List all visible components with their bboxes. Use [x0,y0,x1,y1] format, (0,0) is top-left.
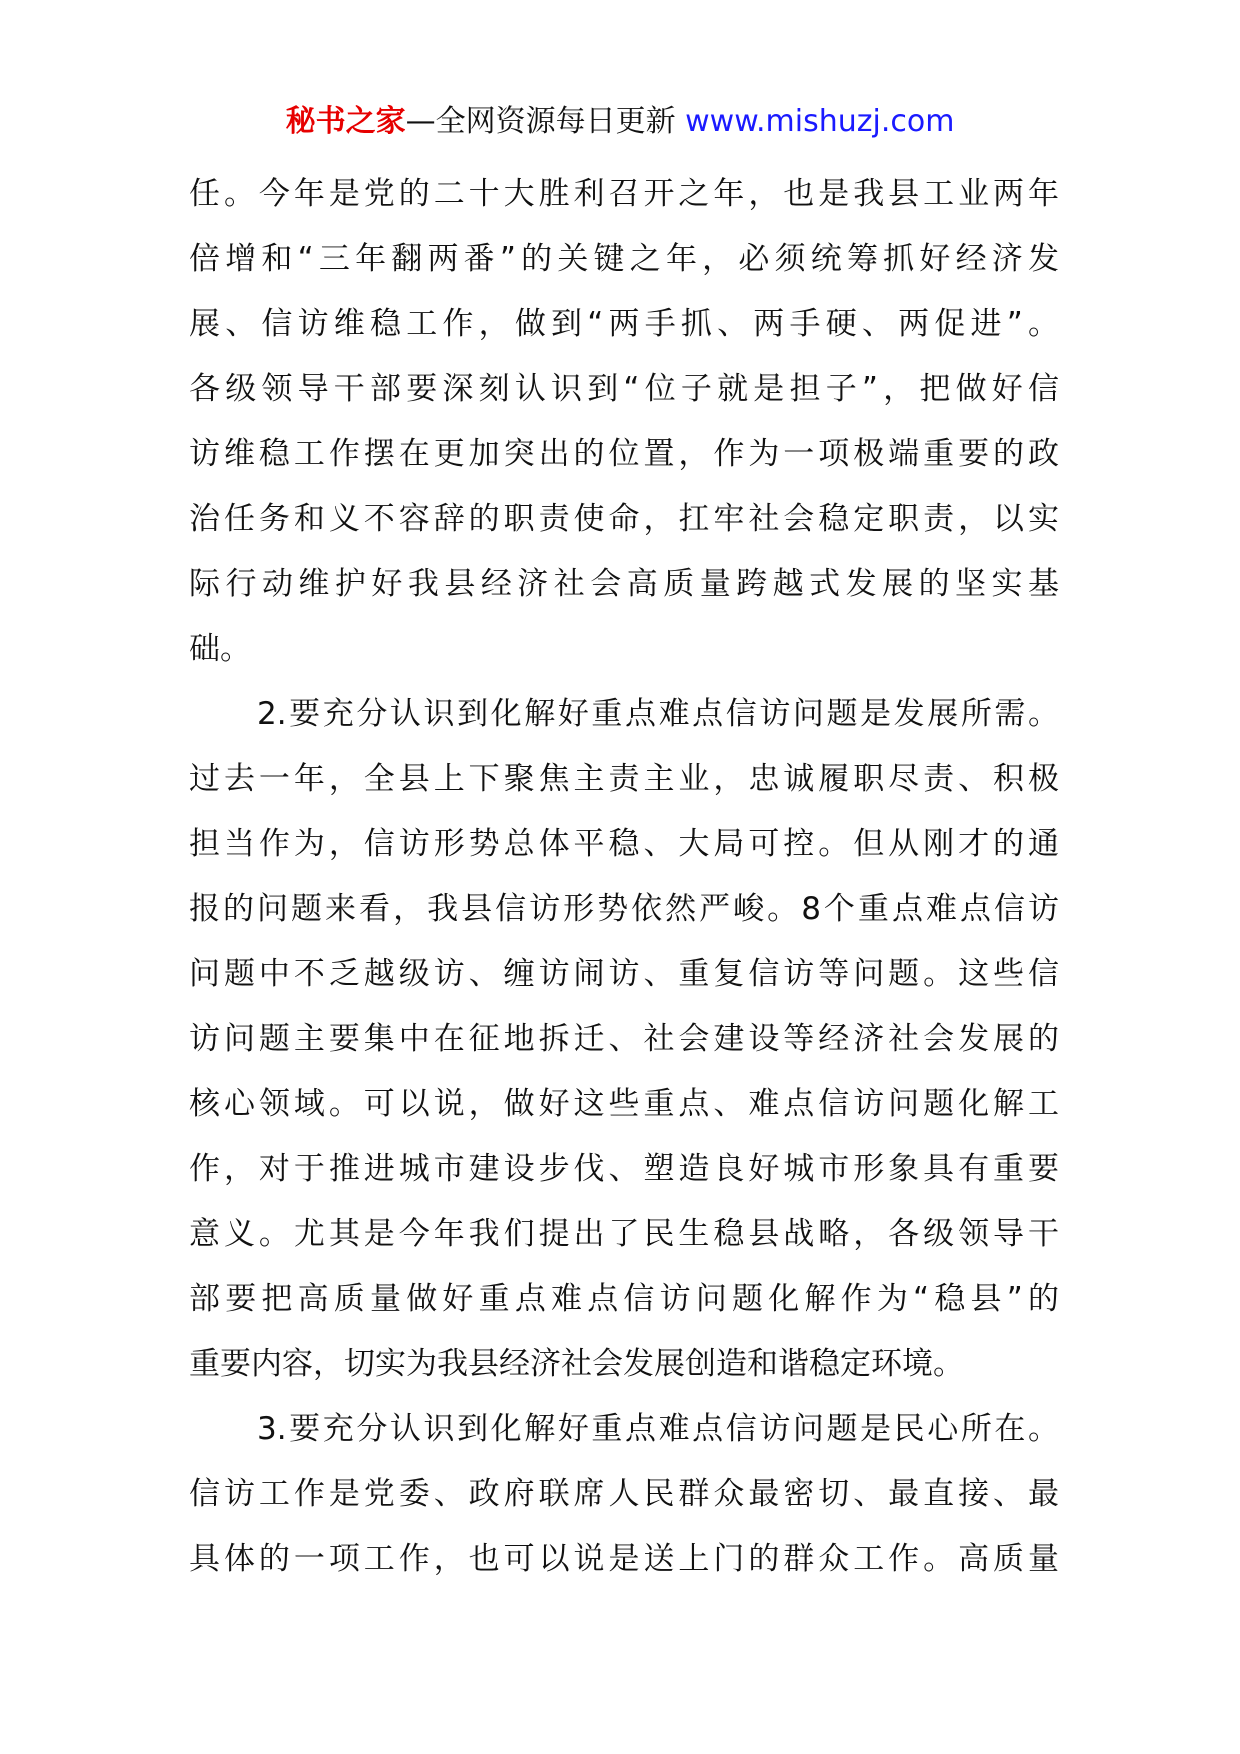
text-line: 具体的一项工作，也可以说是送上门的群众工作。高质量 [189,1541,1059,1577]
text-line: 问题中不乏越级访、缠访闹访、重复信访等问题。这些信 [189,956,1059,992]
text-line: 访维稳工作摆在更加突出的位置，作为一项极端重要的政 [189,436,1059,472]
text-line: 部要把高质量做好重点难点信访问题化解作为“稳县”的 [189,1281,1059,1317]
text-line: 意义。尤其是今年我们提出了民生稳县战略，各级领导干 [189,1216,1059,1252]
text-line: 倍增和“三年翻两番”的关键之年，必须统筹抓好经济发 [189,241,1059,277]
text-line: 展、信访维稳工作，做到“两手抓、两手硬、两促进”。 [189,306,1059,342]
brand-name: 秘书之家 [285,104,406,139]
document-body [189,162,1059,1592]
text-line: 访问题主要集中在征地拆迁、社会建设等经济社会发展的 [189,1021,1059,1057]
text-line: 作，对于推进城市建设步伐、塑造良好城市形象具有重要 [189,1151,1059,1187]
text-line: 各级领导干部要深刻认识到“位子就是担子”，把做好信 [189,371,1059,407]
page-header [0,100,1240,144]
text-line: 信访工作是党委、政府联席人民群众最密切、最直接、最 [189,1476,1059,1512]
text-line: 3.要充分认识到化解好重点难点信访问题是民心所在。 [257,1411,1059,1447]
text-line: 治任务和义不容辞的职责使命，扛牢社会稳定职责，以实 [189,501,1059,537]
text-line: 担当作为，信访形势总体平稳、大局可控。但从刚才的通 [189,826,1059,862]
text-line: 际行动维护好我县经济社会高质量跨越式发展的坚实基 [189,566,1059,602]
text-line: 过去一年，全县上下聚焦主责主业，忠诚履职尽责、积极 [189,761,1059,797]
site-link[interactable]: www.mishuzj.com [685,104,955,139]
header-tagline: —全网资源每日更新 [405,104,676,139]
text-line: 础。 [189,631,251,667]
text-line: 2.要充分认识到化解好重点难点信访问题是发展所需。 [257,696,1059,732]
text-line: 重要内容，切实为我县经济社会发展创造和谐稳定环境。 [189,1346,964,1382]
text-line: 核心领域。可以说，做好这些重点、难点信访问题化解工 [189,1086,1059,1122]
text-line: 报的问题来看，我县信访形势依然严峻。8个重点难点信访 [189,891,1059,927]
text-line: 任。今年是党的二十大胜利召开之年，也是我县工业两年 [189,176,1059,212]
